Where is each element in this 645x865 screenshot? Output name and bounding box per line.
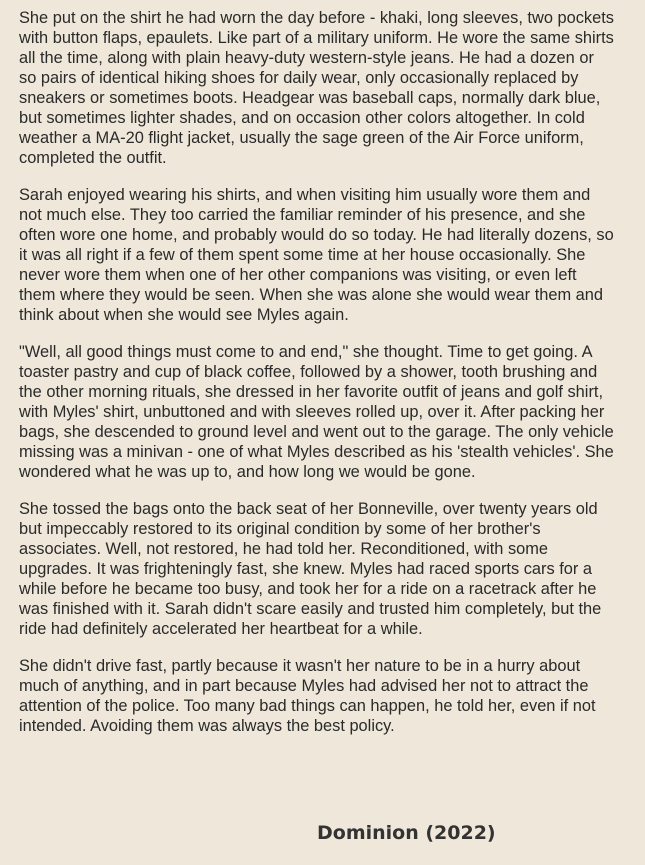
book-caption: Dominion (2022) — [317, 822, 496, 844]
paragraph-5: She didn't drive fast, partly because it wasn't her nature to be in a hurry about much of anything, and in part because Myles had advised her not to attract the attention of the police. Too many bad things can happen, he told her, even if not intended. Avoiding them was always the best policy. — [19, 657, 596, 735]
paragraph-2: Sarah enjoyed wearing his shirts, and when visiting him usually wore them and not much else. They too carried the familiar reminder of his presence, and she often wore one home, and probably would do so today. He had literally dozens, so it was all right if a few of them spent some time at her house occasionally. She never wore them when one of her other companions was visiting, or even left them where they would be seen. When she was alone she would wear them and think about when she would see Myles again. — [19, 186, 614, 324]
paragraph-4: She tossed the bags onto the back seat of her Bonneville, over twenty years old but impeccably restored to its original condition by some of her brother's associates. Well, not restored, he had told her. Reconditioned, with some upgrades. It was frighteningly fast, she knew. Myles had raced sports cars for a while before he became too busy, and took her for a ride on a racetrack after he was finished with it. Sarah didn't scare easily and trusted him completely, but the ride had definitely accelerated her heartbeat for a while. — [19, 500, 602, 638]
paragraph-3: "Well, all good things must come to and end," she thought. Time to get going. A toaster pastry and cup of black coffee, followed by a shower, tooth brushing and the other morning rituals, she dressed in her favorite outfit of jeans and golf shirt, with Myles' shirt, unbuttoned and with sleeves rolled up, over it. After packing her bags, she descended to ground level and went out to the garage. The only vehicle missing was a minivan - one of what Myles described as his 'stealth vehicles'. She wondered what he was up to, and how long we would be gone. — [19, 343, 614, 481]
paragraph-1: She put on the shirt he had worn the day before - khaki, long sleeves, two pockets with button flaps, epaulets. Like part of a military uniform. He wore the same shirts all the time, along with plain heavy-duty western-style jeans. He had a dozen or so pairs of identical hiking shoes for daily wear, only occasionally replaced by sneakers or sometimes boots. Headgear was baseball caps, normally dark blue, but sometimes lighter shades, and on occasion other colors altogether. In cold weather a MA-20 flight jacket, usually the sage green of the Air Force uniform, completed the outfit. — [19, 9, 614, 167]
